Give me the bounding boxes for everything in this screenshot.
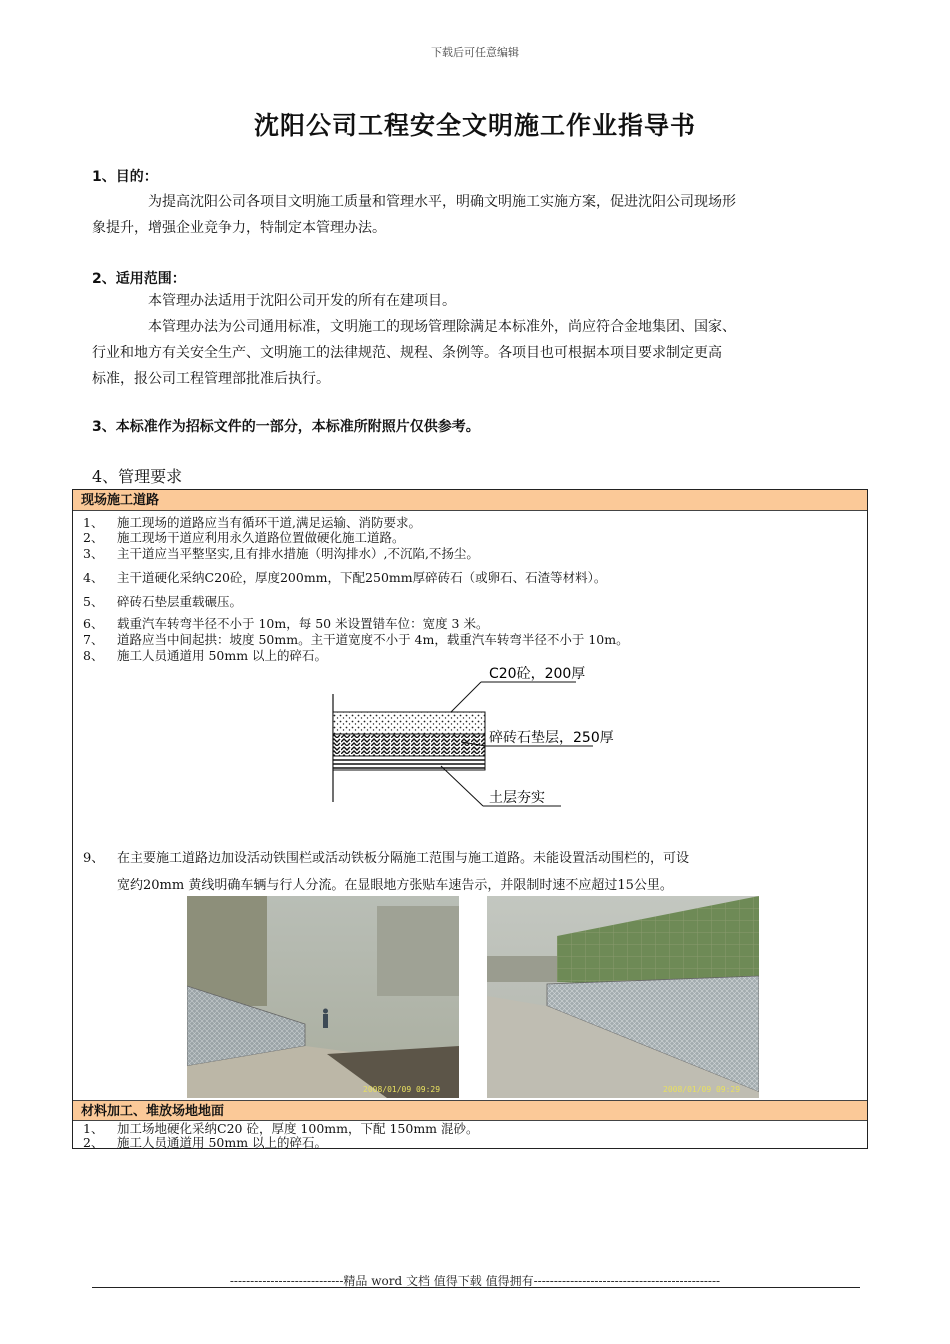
item-text: 施工现场的道路应当有循环干道,满足运输、消防要求。 xyxy=(117,515,421,530)
section-2-p2-line-1: 本管理办法为公司通用标准，文明施工的现场管理除满足本标准外，尚应符合金地集团、国家、 xyxy=(148,319,736,335)
band-site-road: 现场施工道路 xyxy=(73,490,867,511)
photo-right-timestamp: 2008/01/09 09:29 xyxy=(663,1085,741,1094)
item-9-line-1: 在主要施工道路边加设活动铁围栏或活动铁板分隔施工范围与施工道路。未能设置活动围栏的，可设 xyxy=(117,851,690,866)
diagram-rubble-layer xyxy=(333,734,485,756)
diagram-concrete-layer xyxy=(333,712,485,734)
road-item-3 xyxy=(83,546,479,561)
section-4-heading: 4、管理要求 xyxy=(92,467,183,486)
item-text: 道路应当中间起拱：坡度 50mm。主干道宽度不小于 4m，载重汽车转弯半径不小于 10m。 xyxy=(117,632,629,647)
item-text: 载重汽车转弯半径不小于 10m，每 50 米设置错车位：宽度 3 米。 xyxy=(117,616,489,631)
requirements-table xyxy=(72,489,868,1149)
road-item-9 xyxy=(83,845,863,899)
diagram-label-concrete: C20砼，200厚 xyxy=(489,666,586,682)
leader-line-3 xyxy=(441,766,483,806)
item-9-line-2: 宽约20mm 黄线明确车辆与行人分流。在显眼地方张贴车速告示，并限制时速不应超过15公里。 xyxy=(117,878,673,893)
yard-item-2 xyxy=(83,1135,327,1150)
road-item-7 xyxy=(83,632,629,647)
section-1-line-2: 象提升，增强企业竞争力，特制定本管理办法。 xyxy=(92,220,386,236)
item-number: 8、 xyxy=(83,648,104,663)
item-number: 1、 xyxy=(83,1121,104,1136)
road-item-4 xyxy=(83,570,606,585)
photo-fence-right xyxy=(487,896,759,1098)
item-number: 6、 xyxy=(83,616,104,631)
section-2-p2-line-3: 标准，报公司工程管理部批准后执行。 xyxy=(92,371,330,387)
item-text: 施工人员通道用 50mm 以上的碎石。 xyxy=(117,1135,328,1150)
document-title: 沈阳公司工程安全文明施工作业指导书 xyxy=(253,111,696,140)
footer-text: ----------------------------精品 word 文档 值得下载 值得拥有---------------------------------------------- xyxy=(229,1274,721,1288)
item-number: 1、 xyxy=(83,515,104,530)
photo-fence-left xyxy=(187,896,459,1098)
item-number: 9、 xyxy=(83,851,105,866)
section-1-line-1: 为提高沈阳公司各项目文明施工质量和管理水平，明确文明施工实施方案，促进沈阳公司现场形 xyxy=(148,194,736,210)
section-2-paragraphs xyxy=(92,288,872,392)
diagram-label-rubble: 碎砖石垫层，250厚 xyxy=(489,730,614,746)
road-item-5 xyxy=(83,594,242,609)
item-text: 主干道硬化采纳C20砼，厚度200mm，下配250mm厚碎砖石（或卵石、石渣等材料）。 xyxy=(117,570,607,585)
item-text: 碎砖石垫层重载碾压。 xyxy=(117,594,243,609)
item-number: 2、 xyxy=(83,1135,104,1150)
section-2-p2-line-2: 行业和地方有关安全生产、文明施工的法律规范、规程、条例等。各项目也可根据本项目要求制定更高 xyxy=(92,345,722,361)
section-2-p1: 本管理办法适用于沈阳公司开发的所有在建项目。 xyxy=(148,293,456,309)
item-text: 施工人员通道用 50mm 以上的碎石。 xyxy=(117,648,328,663)
item-number: 3、 xyxy=(83,546,104,561)
leader-line-1 xyxy=(451,682,481,712)
item-number: 7、 xyxy=(83,632,104,647)
item-text: 主干道应当平整坚实,且有排水措施（明沟排水）,不沉陷,不扬尘。 xyxy=(117,546,479,561)
section-2-heading: 2、适用范围： xyxy=(92,271,186,287)
photo-left-timestamp: 2008/01/09 09:29 xyxy=(363,1085,441,1094)
item-number: 5、 xyxy=(83,594,104,609)
road-item-8 xyxy=(83,648,327,663)
item-text: 加工场地硬化采纳C20 砼，厚度 100mm，下配 150mm 混砂。 xyxy=(117,1121,479,1136)
item-number: 4、 xyxy=(83,570,104,585)
road-section-diagram xyxy=(321,666,661,816)
section-1-heading: 1、目的： xyxy=(92,169,158,185)
road-item-1 xyxy=(83,515,421,530)
road-item-2 xyxy=(83,530,405,545)
band-material-yard: 材料加工、堆放场地地面 xyxy=(73,1100,867,1121)
item-number: 2、 xyxy=(83,530,104,545)
item-text: 施工现场干道应利用永久道路位置做硬化施工道路。 xyxy=(117,530,405,545)
road-item-6 xyxy=(83,616,489,631)
diagram-label-soil: 土层夯实 xyxy=(489,790,545,806)
section-3-heading: 3、本标准作为招标文件的一部分，本标准所附照片仅供参考。 xyxy=(92,419,480,435)
header-note: 下载后可任意编辑 xyxy=(431,46,519,59)
yard-item-1 xyxy=(83,1121,479,1136)
section-1-paragraph xyxy=(92,189,872,241)
footer-rule xyxy=(92,1287,860,1288)
